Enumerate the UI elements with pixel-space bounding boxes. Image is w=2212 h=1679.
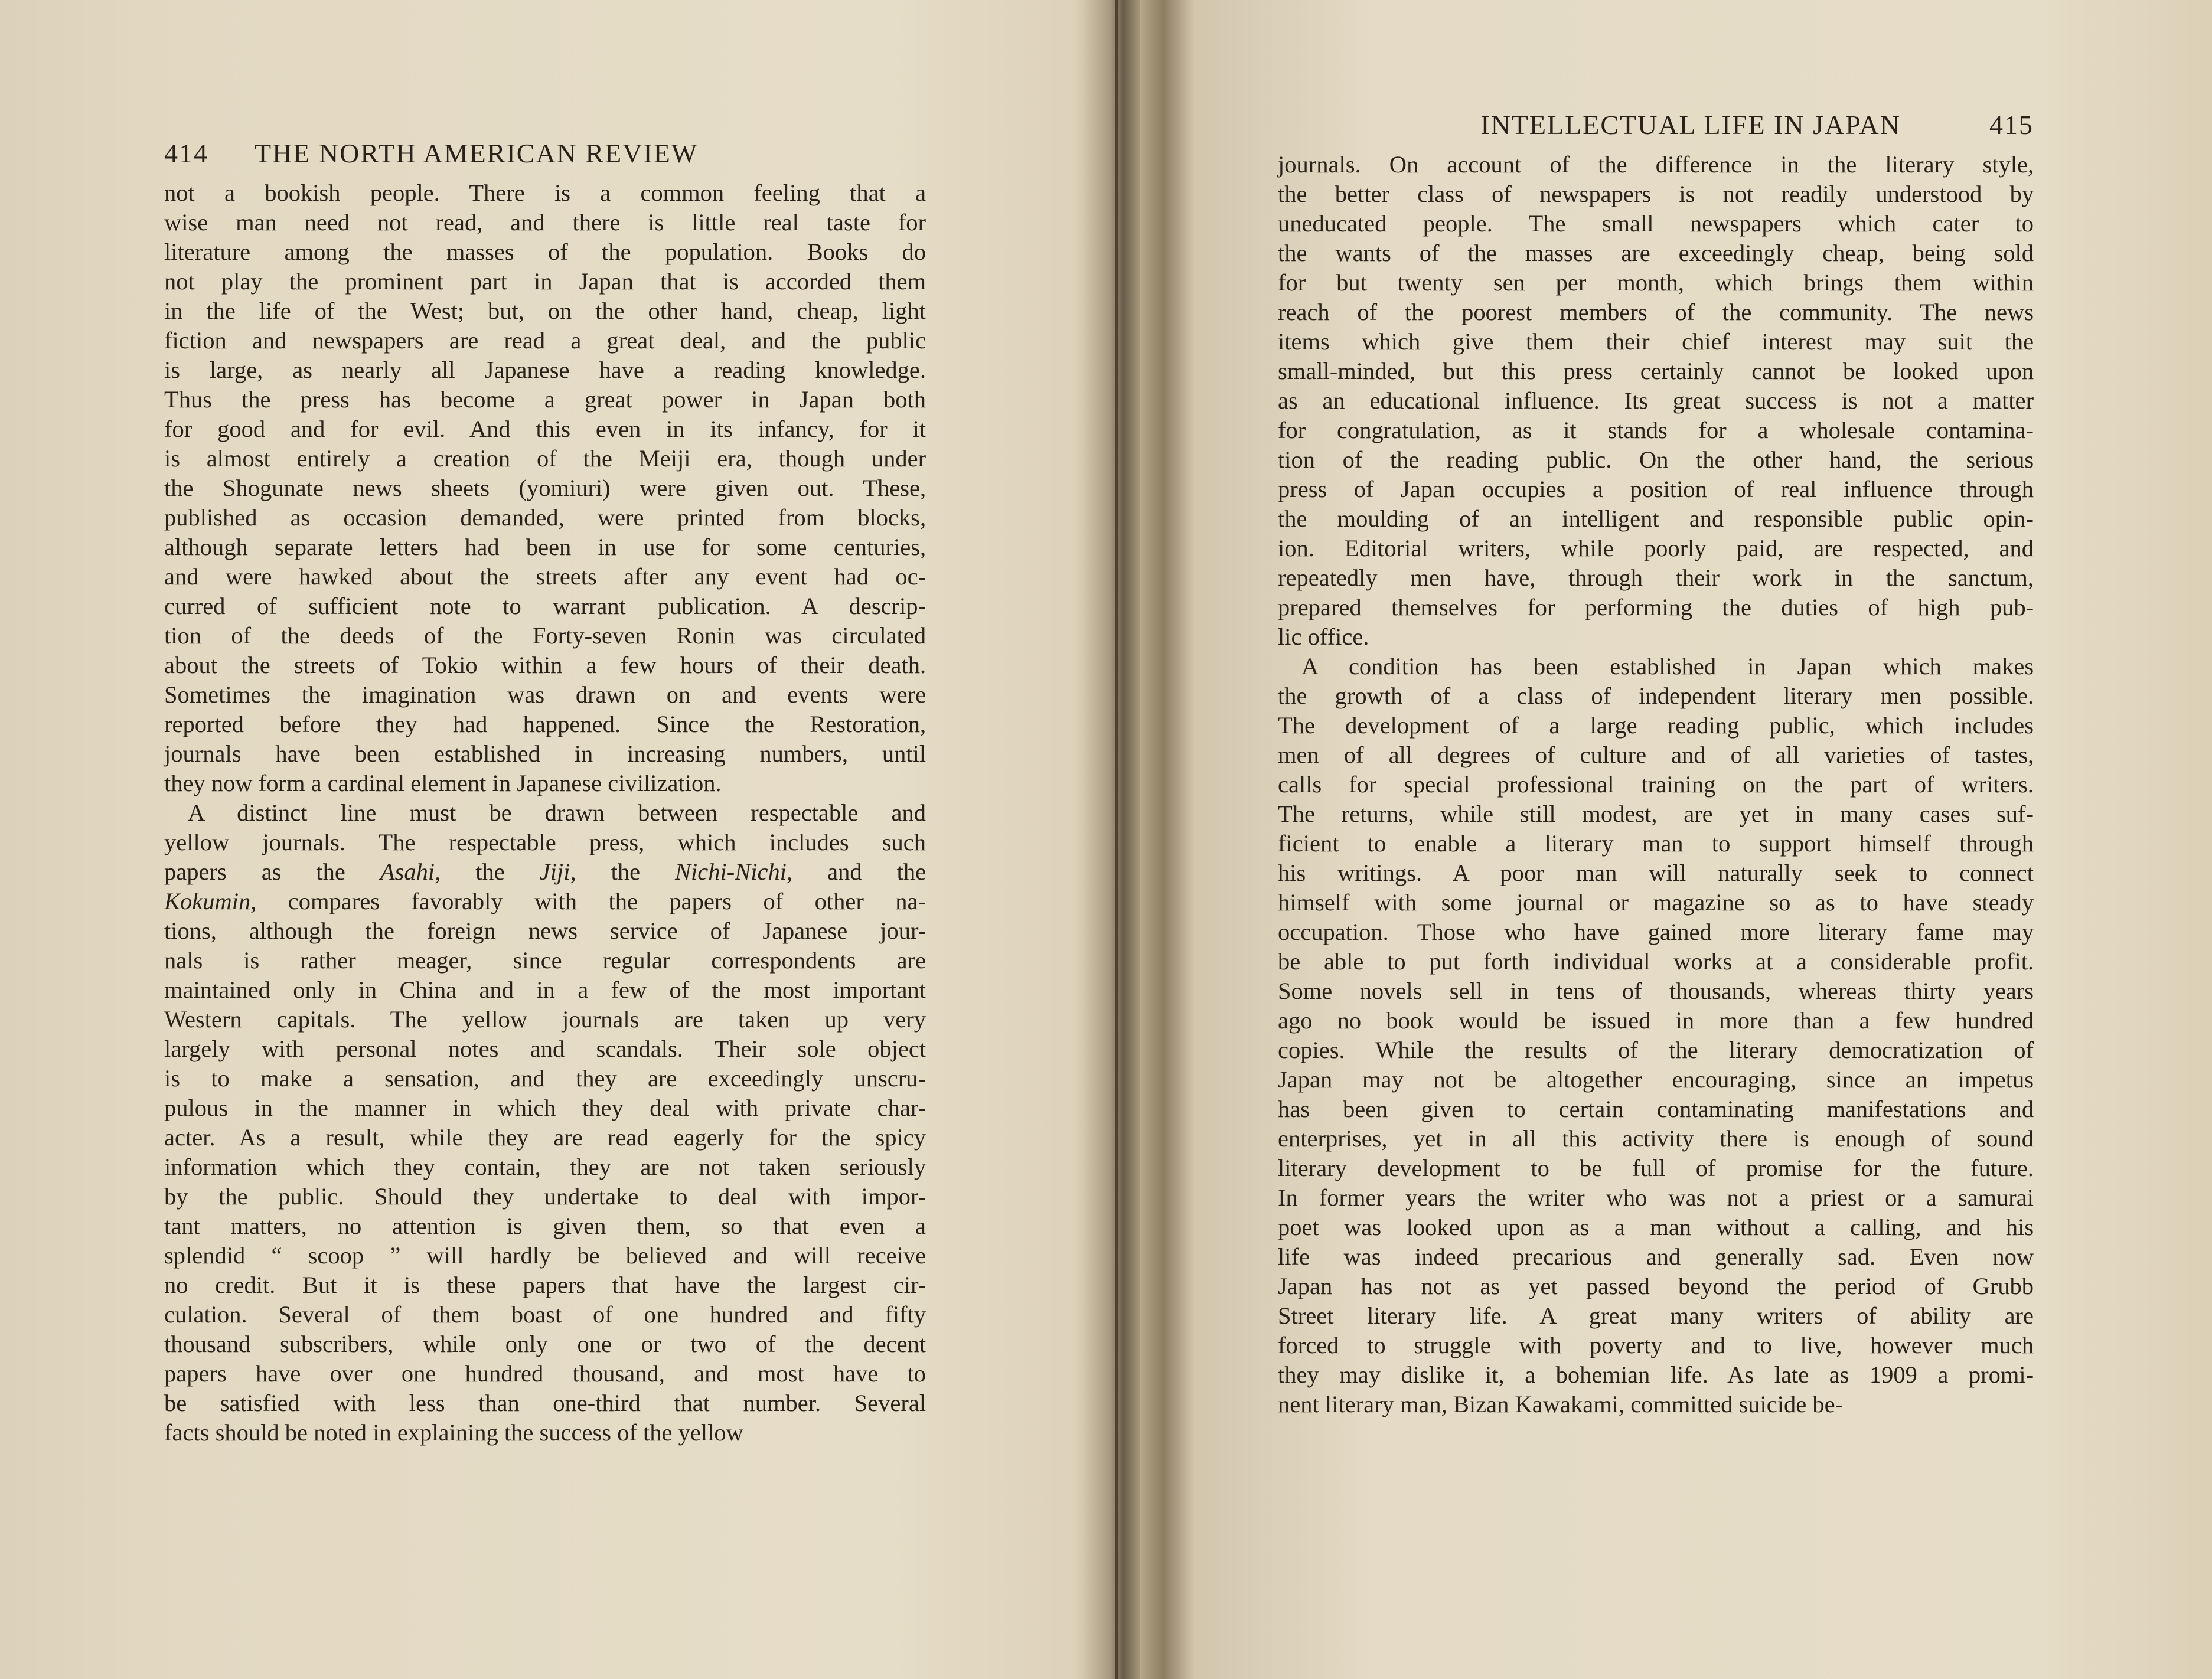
- text-line: the wants of the masses are exceedingly cheap, being sold: [1278, 240, 2034, 266]
- text-line: nals is rather meager, since regular correspondents are: [164, 947, 926, 974]
- text-line: and were hawked about the streets after any event had oc-: [164, 563, 926, 590]
- text-line: information which they contain, they are not taken seriously: [164, 1154, 926, 1180]
- text-line: tion of the deeds of the Forty-seven Ronin was circulated: [164, 622, 926, 649]
- text-line: In former years the writer who was not a priest or a samurai: [1278, 1184, 2034, 1211]
- text-line: be satisfied with less than one-third that number. Several: [164, 1390, 926, 1416]
- text-line: they now form a cardinal element in Japanese civilization.: [164, 770, 722, 796]
- text-line: journals have been established in increasing numbers, until: [164, 740, 926, 767]
- text-line: be able to put forth individual works at a considerable profit.: [1278, 948, 2034, 975]
- text-line: tions, although the foreign news service of Japanese jour-: [164, 917, 926, 944]
- text-line: himself with some journal or magazine so as to have steady: [1278, 889, 2034, 916]
- text-line: the better class of newspapers is not readily understood by: [1278, 181, 2034, 207]
- text-line: lic office.: [1278, 623, 1369, 650]
- text-line: literary development to be full of promise for the future.: [1278, 1155, 2034, 1181]
- text-line: Japan has not as yet passed beyond the period of Grubb: [1278, 1273, 2034, 1299]
- text-line: by the public. Should they undertake to deal with impor-: [164, 1183, 926, 1210]
- text-line: copies. While the results of the literary democratization of: [1278, 1037, 2034, 1063]
- text-line: journals. On account of the difference in the literary style,: [1278, 151, 2034, 178]
- text-line: published as occasion demanded, were printed from blocks,: [164, 504, 926, 531]
- text-line: for congratulation, as it stands for a wholesale contamina-: [1278, 417, 2034, 443]
- text-line: items which give them their chief interest may suit the: [1278, 328, 2034, 355]
- text-line: A condition has been established in Japan which makes: [1301, 653, 2034, 680]
- text-line: the moulding of an intelligent and responsible public opin-: [1278, 505, 2034, 532]
- text-line: acter. As a result, while they are read eagerly for the spicy: [164, 1124, 926, 1151]
- text-line: A distinct line must be drawn between respectable and: [188, 799, 926, 826]
- text-line: press of Japan occupies a position of real influence through: [1278, 476, 2034, 502]
- text-line: Thus the press has become a great power in Japan both: [164, 386, 926, 413]
- text-line: is large, as nearly all Japanese have a reading knowledge.: [164, 357, 926, 383]
- text-line: not a bookish people. There is a common feeling that a: [164, 179, 926, 206]
- text-line: no credit. But it is these papers that have the largest cir-: [164, 1272, 926, 1298]
- text-line: papers as the Asahi, the Jiji, the Nichi-Nichi, and the: [164, 858, 926, 885]
- text-line: maintained only in China and in a few of the most important: [164, 976, 926, 1003]
- text-line: as an educational influence. Its great success is not a matter: [1278, 387, 2034, 414]
- left-running-head: [164, 135, 926, 172]
- text-line: the growth of a class of independent literary men possible.: [1278, 682, 2034, 709]
- text-line: largely with personal notes and scandals. Their sole object: [164, 1036, 926, 1062]
- text-line: tant matters, no attention is given them, so that even a: [164, 1213, 926, 1239]
- text-line: ficient to enable a literary man to support himself through: [1278, 830, 2034, 857]
- text-line: reported before they had happened. Since the Restoration,: [164, 711, 926, 737]
- text-line: life was indeed precarious and generally sad. Even now: [1278, 1243, 2034, 1270]
- left-running-title: THE NORTH AMERICAN REVIEW: [255, 138, 699, 168]
- text-line: about the streets of Tokio within a few hours of their death.: [164, 652, 926, 678]
- text-line: Japan may not be altogether encouraging, since an impetus: [1278, 1066, 2034, 1093]
- text-line: is almost entirely a creation of the Meiji era, though under: [164, 445, 926, 472]
- text-line: Western capitals. The yellow journals are taken up very: [164, 1006, 926, 1033]
- text-line: culation. Several of them boast of one hundred and fifty: [164, 1301, 926, 1328]
- right-running-title: INTELLECTUAL LIFE IN JAPAN: [1480, 110, 1901, 140]
- text-line: Kokumin, compares favorably with the papers of other na-: [164, 888, 926, 914]
- text-line: in the life of the West; but, on the other hand, cheap, light: [164, 298, 926, 324]
- text-line: wise man need not read, and there is little real taste for: [164, 209, 926, 236]
- right-running-head: [1278, 106, 2034, 144]
- text-line: tion of the reading public. On the other hand, the serious: [1278, 446, 2034, 473]
- text-line: small-minded, but this press certainly cannot be looked upon: [1278, 358, 2034, 384]
- text-line: facts should be noted in explaining the success of the yellow: [164, 1419, 743, 1446]
- text-line: nent literary man, Bizan Kawakami, committed suicide be-: [1278, 1391, 1844, 1417]
- text-line: is to make a sensation, and they are exceedingly unscru-: [164, 1065, 926, 1092]
- text-line: prepared themselves for performing the duties of high pub-: [1278, 594, 2034, 620]
- text-line: literature among the masses of the population. Books do: [164, 239, 926, 265]
- text-line: repeatedly men have, through their work in the sanctum,: [1278, 564, 2034, 591]
- text-line: enterprises, yet in all this activity there is enough of sound: [1278, 1125, 2034, 1152]
- text-line: uneducated people. The small newspapers which cater to: [1278, 210, 2034, 237]
- text-line: fiction and newspapers are read a great deal, and the public: [164, 327, 926, 354]
- text-line: they may dislike it, a bohemian life. As late as 1909 a promi-: [1278, 1361, 2034, 1388]
- left-page-number: 414: [164, 138, 208, 168]
- text-line: for but twenty sen per month, which brings them within: [1278, 269, 2034, 296]
- text-line: thousand subscribers, while only one or two of the decent: [164, 1331, 926, 1357]
- text-line: men of all degrees of culture and of all varieties of tastes,: [1278, 741, 2034, 768]
- book-gutter-shadow: [1075, 0, 1140, 1679]
- text-line: ion. Editorial writers, while poorly paid, are respected, and: [1278, 535, 2034, 561]
- text-line: The development of a large reading public, which includes: [1278, 712, 2034, 739]
- text-line: has been given to certain contaminating manifestations and: [1278, 1096, 2034, 1122]
- text-line: forced to struggle with poverty and to live, however much: [1278, 1332, 2034, 1358]
- text-line: splendid “ scoop ” will hardly be believed and will receive: [164, 1242, 926, 1269]
- text-line: Some novels sell in tens of thousands, whereas thirty years: [1278, 978, 2034, 1004]
- left-body-text: [164, 178, 926, 1448]
- text-line: The returns, while still modest, are yet in many cases suf-: [1278, 801, 2034, 827]
- text-line: Sometimes the imagination was drawn on and events were: [164, 681, 926, 708]
- text-line: calls for special professional training on the part of writers.: [1278, 771, 2034, 798]
- right-body-text: [1278, 150, 2034, 1419]
- text-line: occupation. Those who have gained more literary fame may: [1278, 919, 2034, 945]
- right-page-number: 415: [1989, 110, 2034, 140]
- text-line: poet was looked upon as a man without a calling, and his: [1278, 1214, 2034, 1240]
- text-line: Street literary life. A great many writers of ability are: [1278, 1302, 2034, 1329]
- text-line: although separate letters had been in use for some centuries,: [164, 534, 926, 560]
- text-line: his writings. A poor man will naturally seek to connect: [1278, 860, 2034, 886]
- text-line: the Shogunate news sheets (yomiuri) were given out. These,: [164, 475, 926, 501]
- text-line: ago no book would be issued in more than a few hundred: [1278, 1007, 2034, 1034]
- text-line: pulous in the manner in which they deal with private char-: [164, 1095, 926, 1121]
- text-line: for good and for evil. And this even in its infancy, for it: [164, 416, 926, 442]
- text-line: yellow journals. The respectable press, which includes such: [164, 829, 926, 855]
- right-page: [1278, 106, 2034, 1419]
- left-page: [164, 135, 926, 1448]
- text-line: reach of the poorest members of the community. The news: [1278, 299, 2034, 325]
- text-line: curred of sufficient note to warrant publication. A descrip-: [164, 593, 926, 619]
- text-line: papers have over one hundred thousand, and most have to: [164, 1360, 926, 1387]
- book-gutter: [1115, 0, 1118, 1679]
- text-line: not play the prominent part in Japan that is accorded them: [164, 268, 926, 295]
